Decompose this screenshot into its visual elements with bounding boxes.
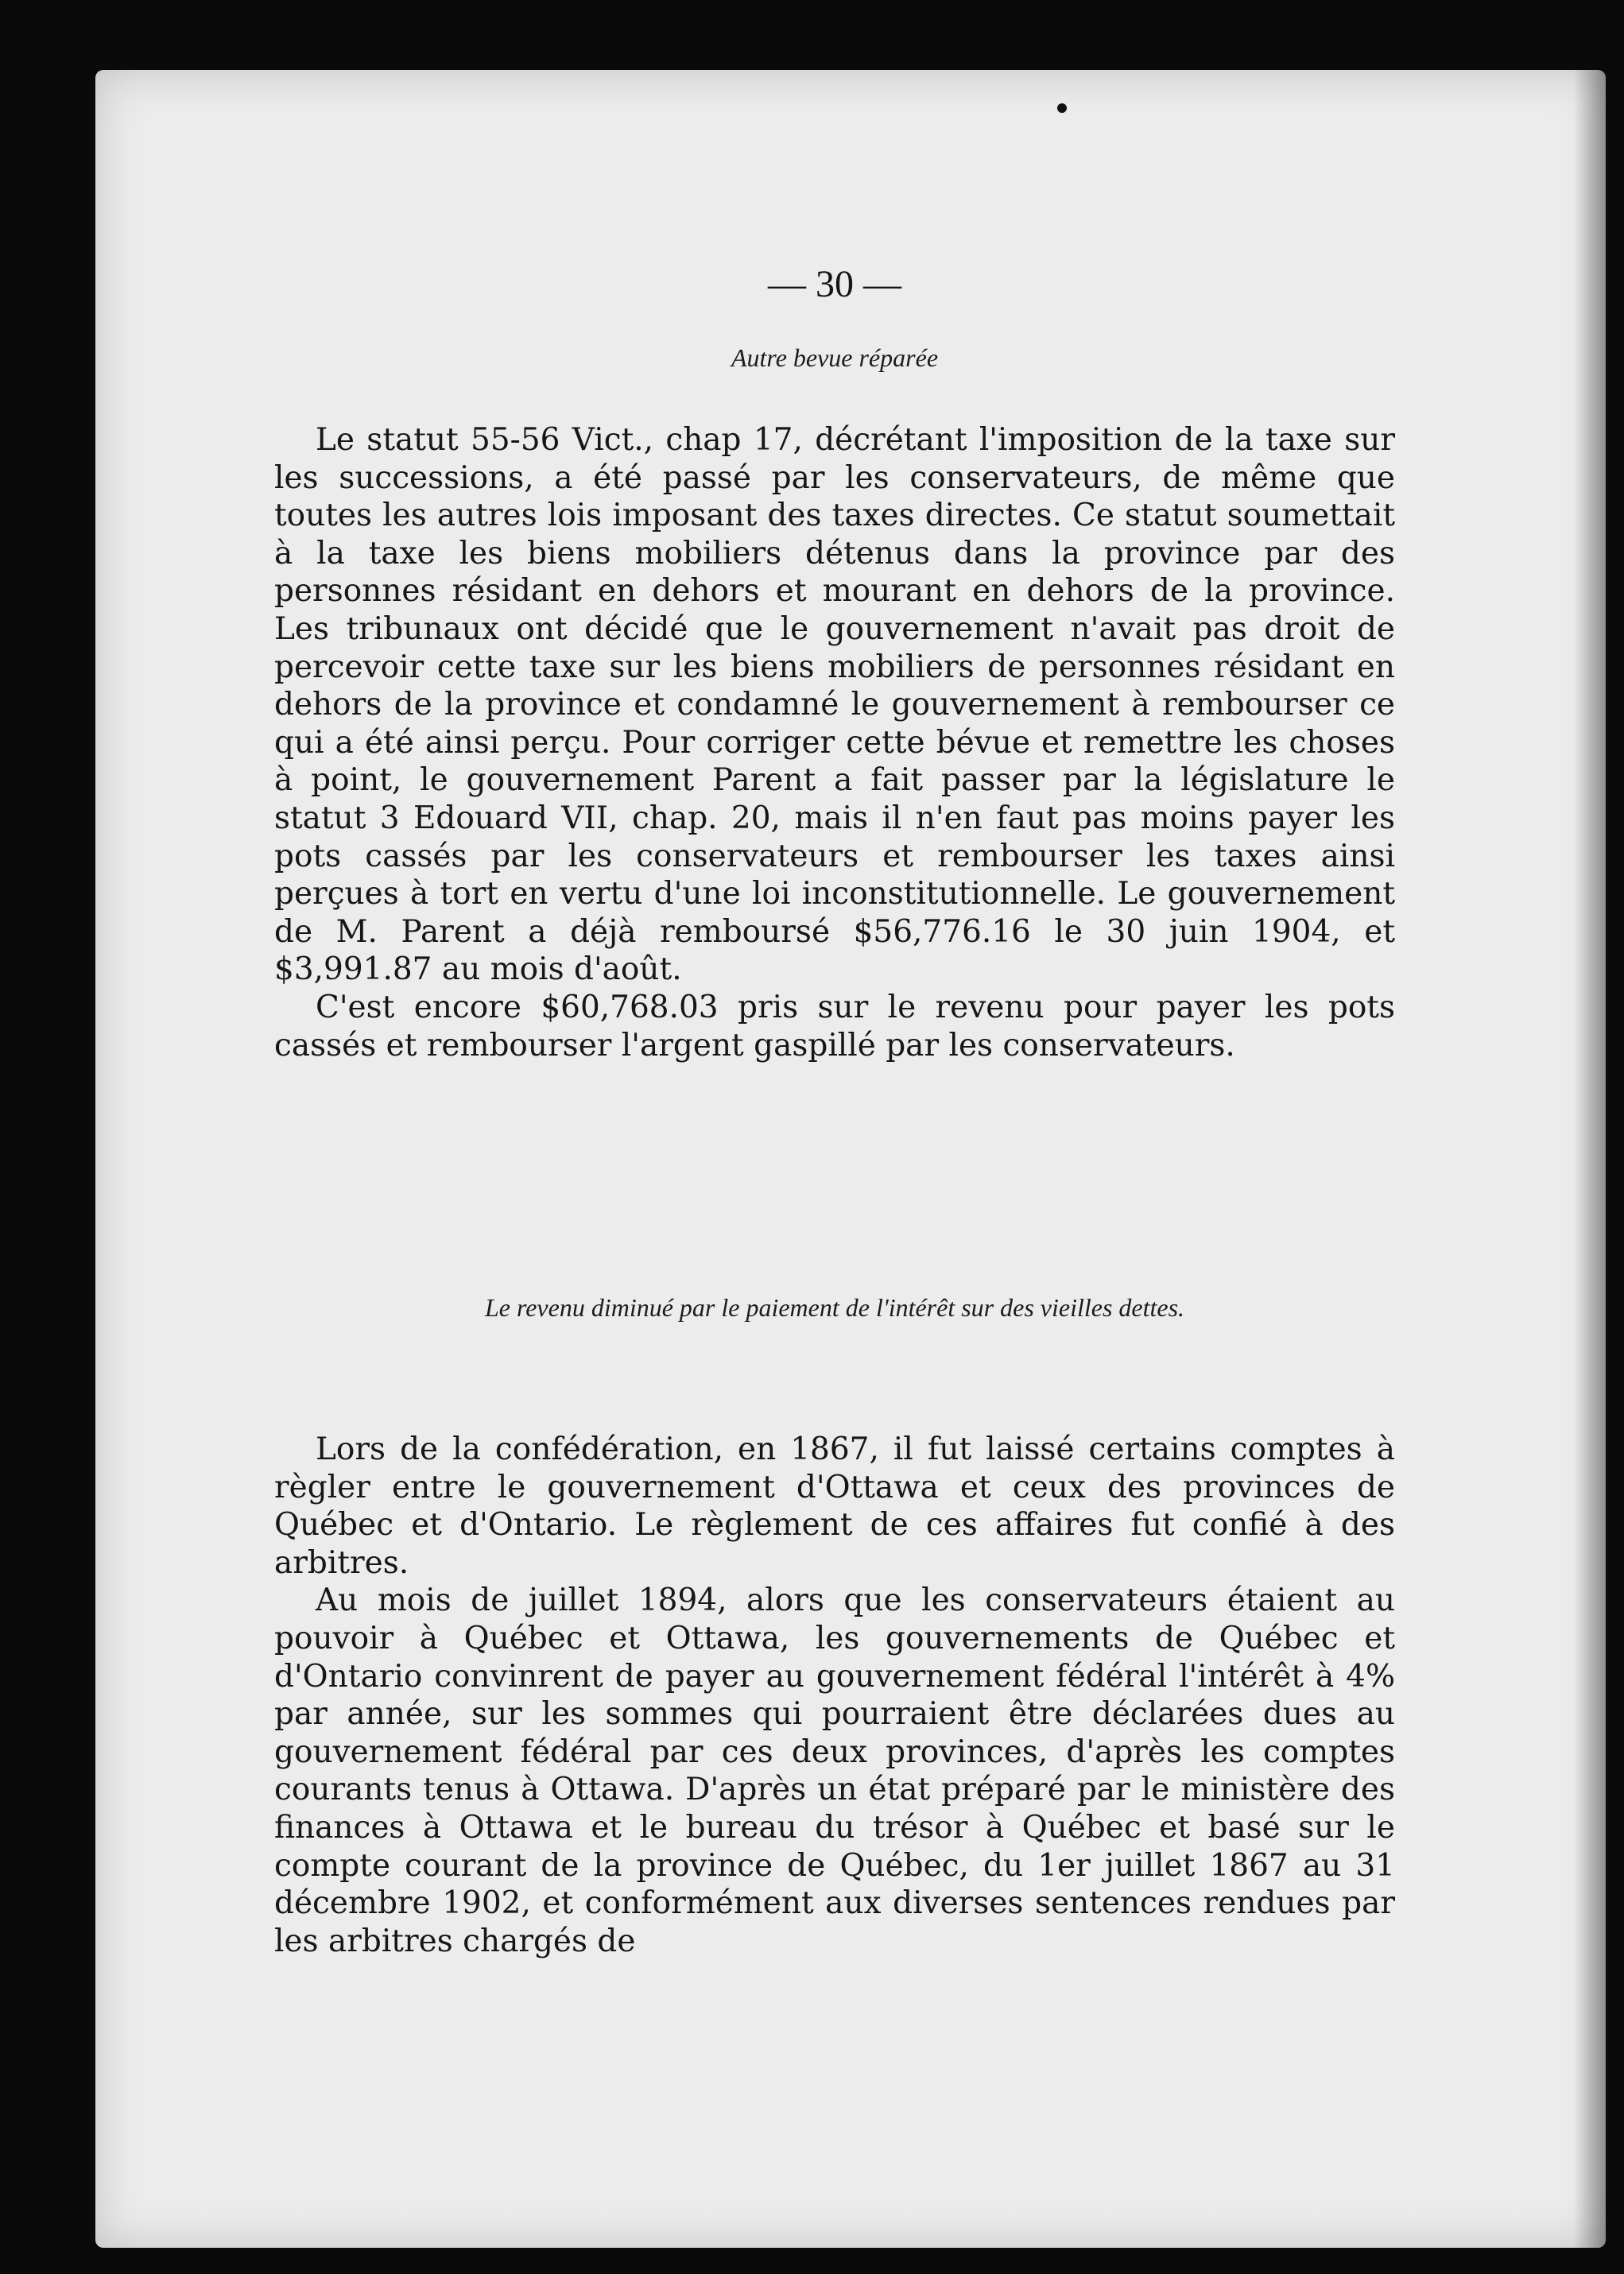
paragraph-3: Lors de la confédération, en 1867, il fut laissé certains comptes à règler entre le gouvernement d'Ottawa et ceux des provinces de Québec et d'Ontario. Le règlement de ces affaires fut confié à des arbitres. bbox=[274, 1431, 1395, 1581]
section-2-body bbox=[274, 1431, 1395, 1960]
section-heading-2: Le revenu diminué par le paiement de l'intérêt sur des vieilles dettes. bbox=[484, 1293, 1185, 1322]
page-number: — 30 — bbox=[768, 263, 901, 305]
section-heading-1: Autre bevue réparée bbox=[731, 343, 939, 372]
paragraph-1: Le statut 55-56 Vict., chap 17, décrétant l'imposition de la taxe sur les successions, a été passé par les conservateurs, de même que toutes les autres lois imposant des taxes directes. Ce statut soumettait à la taxe les biens mobiliers détenus dans la province par des personnes résidant en dehors et mourant en dehors de la province. Les tribunaux ont décidé que le gouvernement n'avait pas droit de percevoir cette taxe sur les biens mobiliers de personnes résidant en dehors de la province et condamné le gouvernement à rembourser ce qui a été ainsi perçu. Pour corriger cette bévue et remettre les choses à point, le gouvernement Parent a fait passer par la législature le statut 3 Edouard VII, chap. 20, mais il n'en faut pas moins payer les pots cassés par les conservateurs et rembourser les taxes ainsi perçues à tort en vertu d'une loi inconstitutionnelle. Le gouvernement de M. Parent a déjà remboursé $56,776.16 le 30 juin 1904, et $3,991.87 au mois d'août. bbox=[274, 422, 1395, 988]
paragraph-4: Au mois de juillet 1894, alors que les conservateurs étaient au pouvoir à Québec et Ottawa, les gouvernements de Québec et d'Ontario convinrent de payer au gouvernement fédéral l'intérêt à 4% par année, sur les sommes qui pourraient être déclarées dues au gouvernement fédéral par ces deux provinces, d'après les comptes courants tenus à Ottawa. D'après un état préparé par le ministère des finances à Ottawa et le bureau du trésor à Québec et basé sur le compte courant de la province de Québec, du 1er juillet 1867 au 31 décembre 1902, et conformément aux diverses sentences rendues par les arbitres chargés de bbox=[274, 1583, 1395, 1959]
section-1-body bbox=[274, 421, 1395, 1064]
ink-dot bbox=[1057, 103, 1067, 113]
paragraph-2: C'est encore $60,768.03 pris sur le revenu pour payer les pots cassés et rembourser l'argent gaspillé par les conservateurs. bbox=[274, 989, 1395, 1063]
